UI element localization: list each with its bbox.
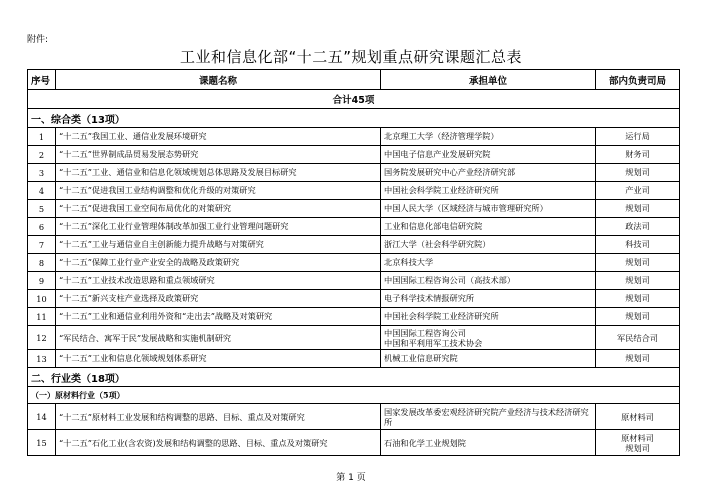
row-no: 3 xyxy=(28,164,56,182)
row-dept: 原材料司 xyxy=(596,404,680,430)
row-no: 4 xyxy=(28,182,56,200)
row-unit: 电子科学技术情报研究所 xyxy=(381,290,596,308)
table-row xyxy=(28,182,680,200)
row-unit: 中国社会科学院工业经济研究所 xyxy=(381,182,596,200)
row-name: “十二五”石化工业(含农资)发展和结构调整的思路、目标、重点及对策研究 xyxy=(56,430,381,456)
row-unit: 北京理工大学（经济管理学院） xyxy=(381,128,596,146)
row-name: “十二五”工业与通信业自主创新能力提升战略与对策研究 xyxy=(56,236,381,254)
row-no: 6 xyxy=(28,218,56,236)
row-unit xyxy=(381,326,596,350)
row-name: “十二五”工业技术改造思路和重点领域研究 xyxy=(56,272,381,290)
row-name: “十二五”深化工业行业管理体制改革加强工业行业管理问题研究 xyxy=(56,218,381,236)
row-dept: 产业司 xyxy=(596,182,680,200)
row-name: “军民结合、寓军于民”发展战略和实施机制研究 xyxy=(56,326,381,350)
row-unit-line: 中国国际工程咨询公司 xyxy=(384,327,466,338)
row-dept xyxy=(596,430,680,456)
row-unit: 中国社会科学院工业经济研究所 xyxy=(381,308,596,326)
row-dept: 规划司 xyxy=(596,308,680,326)
header-unit: 承担单位 xyxy=(381,70,596,90)
row-name: “十二五”新兴支柱产业选择及政策研究 xyxy=(56,290,381,308)
row-name: “十二五”促进我国工业空间布局优化的对策研究 xyxy=(56,200,381,218)
section-1-label: 一、综合类（13项） xyxy=(28,109,680,128)
row-dept-line: 原材料司 xyxy=(621,432,654,443)
header-row xyxy=(28,70,680,90)
table-row xyxy=(28,272,680,290)
row-name: “十二五”原材料工业发展和结构调整的思路、目标、重点及对策研究 xyxy=(56,404,381,430)
row-unit: 中国人民大学（区域经济与城市管理研究所） xyxy=(381,200,596,218)
header-no: 序号 xyxy=(28,70,56,90)
row-dept-line: 规划司 xyxy=(625,442,650,453)
row-name: “十二五”工业和信息化领域规划体系研究 xyxy=(56,350,381,368)
row-name: “十二五”工业和通信业利用外资和“走出去”战略及对策研究 xyxy=(56,308,381,326)
table-row xyxy=(28,218,680,236)
row-unit: 中国国际工程咨询公司（高技术部） xyxy=(381,272,596,290)
table-row xyxy=(28,308,680,326)
row-name: “十二五”工业、通信业和信息化领域规划总体思路及发展目标研究 xyxy=(56,164,381,182)
section-2-label: 二、行业类（18项） xyxy=(28,368,680,387)
row-dept: 规划司 xyxy=(596,254,680,272)
attachment-label: 附件: xyxy=(27,35,49,45)
section-row xyxy=(28,109,680,128)
row-dept: 运行局 xyxy=(596,128,680,146)
row-no: 13 xyxy=(28,350,56,368)
row-dept: 规划司 xyxy=(596,290,680,308)
header-dept: 部内负责司局 xyxy=(596,70,680,90)
row-no: 5 xyxy=(28,200,56,218)
row-dept: 科技司 xyxy=(596,236,680,254)
row-dept: 规划司 xyxy=(596,164,680,182)
row-unit: 北京科技大学 xyxy=(381,254,596,272)
header-name: 课题名称 xyxy=(56,70,381,90)
table-row xyxy=(28,290,680,308)
row-unit: 国务院发展研究中心产业经济研究部 xyxy=(381,164,596,182)
summary-table xyxy=(27,69,680,456)
row-unit: 工业和信息化部电信研究院 xyxy=(381,218,596,236)
row-no: 2 xyxy=(28,146,56,164)
table-row xyxy=(28,236,680,254)
row-no: 15 xyxy=(28,430,56,456)
table-row xyxy=(28,350,680,368)
row-name: “十二五”保障工业行业产业安全的战略及政策研究 xyxy=(56,254,381,272)
row-unit: 中国电子信息产业发展研究院 xyxy=(381,146,596,164)
row-no: 1 xyxy=(28,128,56,146)
subsection-label: （一）原材料行业（5项） xyxy=(28,387,680,404)
row-name: “十二五”世界制成品贸易发展态势研究 xyxy=(56,146,381,164)
row-unit: 浙江大学（社会科学研究院） xyxy=(381,236,596,254)
row-unit: 石油和化学工业规划院 xyxy=(381,430,596,456)
table-row xyxy=(28,164,680,182)
table-row xyxy=(28,254,680,272)
total-cell: 合计45项 xyxy=(28,90,680,109)
row-no: 14 xyxy=(28,404,56,430)
row-dept: 财务司 xyxy=(596,146,680,164)
page-title: 工业和信息化部“十二五”规划重点研究课题汇总表 xyxy=(179,48,523,66)
row-dept: 规划司 xyxy=(596,272,680,290)
table-row xyxy=(28,128,680,146)
row-no: 7 xyxy=(28,236,56,254)
table-row xyxy=(28,404,680,430)
table-row xyxy=(28,200,680,218)
row-no: 9 xyxy=(28,272,56,290)
row-unit: 国家发展改革委宏观经济研究院产业经济与技术经济研究所 xyxy=(381,404,596,430)
table-row xyxy=(28,326,680,350)
section-row xyxy=(28,368,680,387)
row-no: 12 xyxy=(28,326,56,350)
row-dept: 规划司 xyxy=(596,200,680,218)
row-name: “十二五”促进我国工业结构调整和优化升级的对策研究 xyxy=(56,182,381,200)
row-dept: 规划司 xyxy=(596,350,680,368)
row-unit-line: 中国和平利用军工技术协会 xyxy=(384,337,483,348)
row-dept: 军民结合司 xyxy=(596,326,680,350)
row-no: 11 xyxy=(28,308,56,326)
row-unit: 机械工业信息研究院 xyxy=(381,350,596,368)
total-row xyxy=(28,90,680,109)
row-no: 10 xyxy=(28,290,56,308)
subsection-row xyxy=(28,387,680,404)
table-row xyxy=(28,146,680,164)
row-dept: 政法司 xyxy=(596,218,680,236)
row-name: “十二五”我国工业、通信业发展环境研究 xyxy=(56,128,381,146)
table-row xyxy=(28,430,680,456)
page-footer: 第 1 页 xyxy=(336,473,366,483)
row-no: 8 xyxy=(28,254,56,272)
